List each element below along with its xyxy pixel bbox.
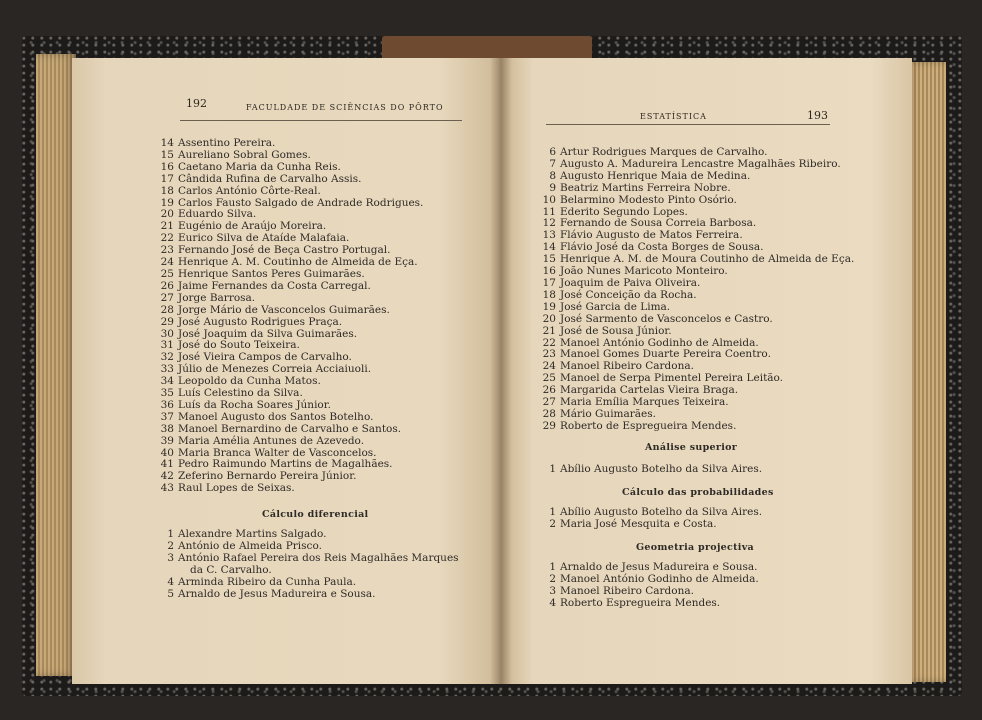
calculo-diferencial-list bbox=[152, 529, 459, 600]
entry-number: 29 bbox=[542, 419, 556, 432]
entry-number: 24 bbox=[542, 360, 556, 373]
entry-number: 2 bbox=[549, 517, 556, 530]
book-gutter bbox=[490, 58, 512, 684]
entry-number: 1 bbox=[549, 463, 556, 475]
entry-number: 42 bbox=[160, 470, 174, 483]
list-entry bbox=[534, 464, 762, 476]
entry-name: Arminda Ribeiro da Cunha Paula. bbox=[178, 575, 357, 588]
entry-number: 4 bbox=[167, 575, 174, 588]
entry-name: Beatriz Martins Ferreira Nobre. bbox=[560, 181, 731, 194]
entry-number: 1 bbox=[167, 528, 174, 540]
entry-name: Joaquim de Paiva Oliveira. bbox=[560, 276, 701, 289]
entry-number: 20 bbox=[542, 312, 556, 325]
entry-name: João Nunes Maricoto Monteiro. bbox=[560, 265, 728, 278]
entry-number: 41 bbox=[160, 458, 174, 471]
entry-name: Mário Guimarães. bbox=[560, 407, 656, 420]
entry-number: 26 bbox=[160, 279, 174, 292]
entry-name: Jorge Mário de Vasconcelos Guimarães. bbox=[178, 303, 390, 316]
entry-name: Caetano Maria da Cunha Reis. bbox=[178, 160, 341, 173]
entry-name: José de Sousa Júnior. bbox=[560, 324, 672, 337]
entry-name: Henrique A. M. Coutinho de Almeida de Eça. bbox=[178, 256, 418, 269]
entry-name: Aureliano Sobral Gomes. bbox=[178, 148, 311, 161]
entry-number: 20 bbox=[160, 208, 174, 221]
entry-number: 18 bbox=[542, 288, 556, 301]
entry-name: Margarida Cartelas Vieira Braga. bbox=[560, 384, 739, 397]
entry-number: 23 bbox=[542, 348, 556, 361]
entry-number: 24 bbox=[160, 256, 174, 269]
entry-number: 7 bbox=[549, 157, 556, 170]
entry-name: Manoel de Serpa Pimentel Pereira Leitão. bbox=[560, 372, 784, 385]
entry-number: 25 bbox=[160, 267, 174, 280]
entry-name: Flávio José da Costa Borges de Sousa. bbox=[560, 241, 764, 254]
entry-name: José Conceição da Rocha. bbox=[560, 288, 697, 301]
entry-name: José Joaquim da Silva Guimarães. bbox=[178, 327, 358, 340]
entry-number: 12 bbox=[542, 217, 556, 230]
entry-name: José Vieira Campos de Carvalho. bbox=[178, 351, 352, 364]
section-title-analise-superior: Análise superior bbox=[645, 442, 738, 453]
entry-number: 34 bbox=[160, 375, 174, 388]
entry-name: Maria Amélia Antunes de Azevedo. bbox=[178, 434, 365, 447]
entry-number: 16 bbox=[160, 160, 174, 173]
entry-number: 17 bbox=[160, 172, 174, 185]
entry-name: Manoel António Godinho de Almeida. bbox=[560, 336, 759, 349]
right-name-list bbox=[534, 147, 854, 433]
entry-number: 29 bbox=[160, 315, 174, 328]
entry-name: Henrique Santos Peres Guimarães. bbox=[178, 267, 365, 280]
list-entry bbox=[152, 589, 459, 601]
entry-number: 35 bbox=[160, 387, 174, 400]
entry-number: 27 bbox=[542, 396, 556, 409]
entry-name: Belarmino Modesto Pinto Osório. bbox=[560, 193, 737, 206]
entry-number: 2 bbox=[167, 539, 174, 552]
entry-number: 33 bbox=[160, 363, 174, 376]
entry-number: 2 bbox=[549, 572, 556, 585]
entry-name: Eugénio de Araújo Moreira. bbox=[178, 220, 327, 233]
section-title-calculo-diferencial: Cálculo diferencial bbox=[262, 509, 369, 520]
list-entry bbox=[534, 519, 762, 531]
geometria-projectiva-list bbox=[534, 562, 759, 610]
entry-number: 36 bbox=[160, 398, 174, 411]
entry-name: Arnaldo de Jesus Madureira e Sousa. bbox=[560, 561, 758, 573]
left-page-number: 192 bbox=[186, 97, 207, 110]
entry-number: 6 bbox=[549, 146, 556, 158]
list-entry bbox=[534, 421, 854, 433]
entry-name: Alexandre Martins Salgado. bbox=[178, 528, 327, 540]
entry-number: 28 bbox=[160, 303, 174, 316]
entry-number: 22 bbox=[160, 232, 174, 245]
entry-number: 25 bbox=[542, 372, 556, 385]
entry-number: 15 bbox=[542, 253, 556, 266]
entry-name: Fernando de Sousa Correia Barbosa. bbox=[560, 217, 757, 230]
entry-name: Manoel Augusto dos Santos Botelho. bbox=[178, 410, 374, 423]
entry-number: 4 bbox=[549, 596, 556, 609]
entry-name: Flávio Augusto de Matos Ferreira. bbox=[560, 229, 743, 242]
entry-name: Abílio Augusto Botelho da Silva Aires. bbox=[560, 463, 763, 475]
entry-name: Ederito Segundo Lopes. bbox=[560, 205, 688, 218]
entry-name: Augusto Henrique Maia de Medina. bbox=[560, 169, 751, 182]
entry-number: 21 bbox=[542, 324, 556, 337]
entry-number: 28 bbox=[542, 407, 556, 420]
entry-number: 11 bbox=[542, 205, 556, 218]
entry-number: 39 bbox=[160, 434, 174, 447]
right-page-number: 193 bbox=[807, 109, 828, 122]
page-edges-right bbox=[906, 62, 946, 682]
entry-name: Luís da Rocha Soares Júnior. bbox=[178, 398, 331, 411]
entry-name: Eurico Silva de Ataíde Malafaia. bbox=[178, 232, 350, 245]
entry-number: 14 bbox=[542, 241, 556, 254]
entry-name: Raul Lopes de Seixas. bbox=[178, 482, 295, 495]
entry-number: 30 bbox=[160, 327, 174, 340]
list-entry bbox=[152, 483, 423, 495]
entry-name: Manoel António Godinho de Almeida. bbox=[560, 572, 759, 585]
entry-name: José Garcia de Lima. bbox=[560, 300, 671, 313]
entry-number: 3 bbox=[549, 584, 556, 597]
analise-superior-list bbox=[534, 464, 762, 476]
right-header-rule bbox=[546, 124, 830, 125]
page-edges-left bbox=[36, 54, 76, 676]
entry-number: 23 bbox=[160, 244, 174, 257]
list-entry bbox=[534, 598, 759, 610]
entry-number: 40 bbox=[160, 446, 174, 459]
entry-number: 3 bbox=[167, 551, 174, 564]
section-title-geometria-projectiva: Geometria projectiva bbox=[636, 542, 754, 553]
entry-name: Arnaldo de Jesus Madureira e Sousa. bbox=[178, 587, 376, 600]
entry-name: Maria Branca Walter de Vasconcelos. bbox=[178, 446, 377, 459]
entry-name: Artur Rodrigues Marques de Carvalho. bbox=[560, 146, 768, 158]
entry-number: 1 bbox=[549, 506, 556, 518]
left-name-list bbox=[152, 138, 423, 495]
entry-name: Jaime Fernandes da Costa Carregal. bbox=[178, 279, 371, 292]
entry-number: 5 bbox=[167, 587, 174, 600]
entry-name: Augusto A. Madureira Lencastre Magalhães Ribeiro. bbox=[560, 157, 841, 170]
section-title-calculo-probabilidades: Cálculo das probabilidades bbox=[622, 487, 774, 498]
entry-name: Henrique A. M. de Moura Coutinho de Almeida de Eça. bbox=[560, 253, 855, 266]
left-running-head: FACULDADE DE SCIÊNCIAS DO PÔRTO bbox=[246, 103, 444, 112]
entry-name: Manoel Ribeiro Cardona. bbox=[560, 360, 694, 373]
left-header-rule bbox=[180, 120, 462, 121]
entry-number: 21 bbox=[160, 220, 174, 233]
entry-name: Fernando José de Beça Castro Portugal. bbox=[178, 244, 391, 257]
entry-number: 15 bbox=[160, 148, 174, 161]
entry-number: 9 bbox=[549, 181, 556, 194]
entry-name: Manoel Ribeiro Cardona. bbox=[560, 584, 694, 597]
entry-name: António Rafael Pereira dos Reis Magalhães Marques bbox=[178, 551, 459, 564]
entry-name: Roberto Espregueira Mendes. bbox=[560, 596, 721, 609]
entry-name: Jorge Barrosa. bbox=[178, 291, 256, 304]
entry-number: 18 bbox=[160, 184, 174, 197]
entry-number: 43 bbox=[160, 482, 174, 495]
entry-number: 22 bbox=[542, 336, 556, 349]
entry-name: António de Almeida Prisco. bbox=[178, 539, 322, 552]
entry-name: José do Souto Teixeira. bbox=[178, 339, 300, 352]
entry-name: Cândida Rufina de Carvalho Assis. bbox=[178, 172, 362, 185]
entry-name: Pedro Raimundo Martins de Magalhães. bbox=[178, 458, 393, 471]
entry-name: Assentino Pereira. bbox=[178, 137, 276, 149]
entry-name: Carlos António Côrte-Real. bbox=[178, 184, 321, 197]
entry-number: 8 bbox=[549, 169, 556, 182]
entry-number: 37 bbox=[160, 410, 174, 423]
right-running-head: ESTATÍSTICA bbox=[640, 112, 707, 121]
entry-name: Luís Celestino da Silva. bbox=[178, 387, 303, 400]
entry-name: José Augusto Rodrigues Praça. bbox=[178, 315, 343, 328]
entry-number: 13 bbox=[542, 229, 556, 242]
entry-number: 19 bbox=[542, 300, 556, 313]
entry-name: José Sarmento de Vasconcelos e Castro. bbox=[560, 312, 773, 325]
entry-number: 17 bbox=[542, 276, 556, 289]
entry-number: 31 bbox=[160, 339, 174, 352]
entry-name: Eduardo Silva. bbox=[178, 208, 257, 221]
entry-name: Júlio de Menezes Correia Acciaiuoli. bbox=[178, 363, 372, 376]
entry-number: 14 bbox=[160, 137, 174, 149]
entry-number: 10 bbox=[542, 193, 556, 206]
entry-number: 1 bbox=[549, 561, 556, 573]
entry-number: 32 bbox=[160, 351, 174, 364]
entry-number: 27 bbox=[160, 291, 174, 304]
entry-number: 38 bbox=[160, 422, 174, 435]
entry-name: Manoel Bernardino de Carvalho e Santos. bbox=[178, 422, 402, 435]
entry-name: Carlos Fausto Salgado de Andrade Rodrigues. bbox=[178, 196, 424, 209]
entry-number: 26 bbox=[542, 384, 556, 397]
entry-name: Maria José Mesquita e Costa. bbox=[560, 517, 717, 530]
entry-name: Abílio Augusto Botelho da Silva Aires. bbox=[560, 506, 763, 518]
entry-name: Maria Emília Marques Teixeira. bbox=[560, 396, 729, 409]
entry-number: 16 bbox=[542, 265, 556, 278]
entry-name: Manoel Gomes Duarte Pereira Coentro. bbox=[560, 348, 771, 361]
entry-name: da C. Carvalho. bbox=[190, 563, 272, 576]
entry-name: Zeferino Bernardo Pereira Júnior. bbox=[178, 470, 357, 483]
entry-name: Leopoldo da Cunha Matos. bbox=[178, 375, 321, 388]
entry-number: 19 bbox=[160, 196, 174, 209]
entry-name: Roberto de Espregueira Mendes. bbox=[560, 419, 737, 432]
calculo-probabilidades-list bbox=[534, 507, 762, 531]
